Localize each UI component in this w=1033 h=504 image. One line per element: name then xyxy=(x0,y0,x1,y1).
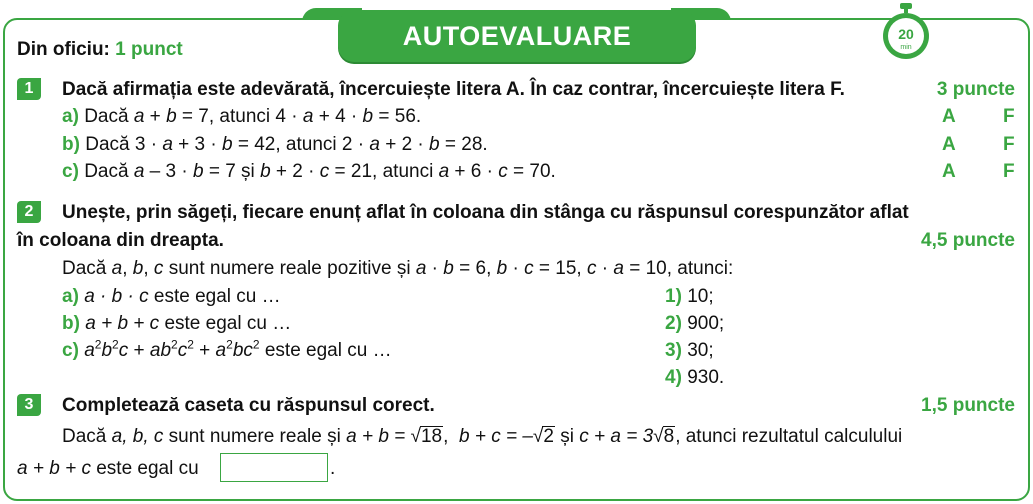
q1-item-b: b) Dacă 3 · a + 3 · b = 42, atunci 2 · a + 2 · b = 28. xyxy=(62,134,488,155)
timer-unit: min xyxy=(900,44,912,51)
q1-item-a: a) Dacă a + b = 7, atunci 4 · a + 4 · b = 56. xyxy=(62,106,422,127)
q1-item-c: c) Dacă a – 3 · b = 7 și b + 2 · c = 21, atunci a + 6 · c = 70. xyxy=(62,161,556,182)
answer-box[interactable] xyxy=(220,453,328,482)
q2-left-c[interactable]: c) $a^2b^2c + ab^2c^2 + a^2bc^2$ este egal cu … xyxy=(62,337,392,361)
question-1-text: Dacă afirmația este adevărată, încercuiește litera A. În caz contrar, încercuiește litera F. xyxy=(62,79,845,100)
q3-line1: Dacă a, b, c sunt numere reale și a + b = √18, b + c = –√2 și c + a = 3√8, atunci rezultatul calculului xyxy=(62,426,903,447)
q3-line2: a + b + c este egal cu xyxy=(17,458,199,479)
din-oficiu-value: 1 punct xyxy=(115,39,183,60)
question-3-text: Completează caseta cu răspunsul corect. xyxy=(62,395,435,416)
q1-a-option-false[interactable]: F xyxy=(1003,106,1015,127)
q2-right-1[interactable]: 1) 10; xyxy=(665,286,714,307)
stopwatch-icon xyxy=(880,2,932,60)
q1-c-option-true[interactable]: A xyxy=(942,161,956,182)
question-3-points: 1,5 puncte xyxy=(921,395,1015,416)
q1-c-option-false[interactable]: F xyxy=(1003,161,1015,182)
q2-right-2[interactable]: 2) 900; xyxy=(665,313,725,334)
q2-right-4[interactable]: 4) 930. xyxy=(665,367,725,388)
question-1-number: 1 xyxy=(17,78,41,100)
timer-value: 20 xyxy=(898,26,914,42)
din-oficiu xyxy=(17,39,183,61)
din-oficiu-label: Din oficiu: xyxy=(17,39,110,60)
q2-left-a[interactable]: a) a · b · c este egal cu … xyxy=(62,286,281,307)
question-3-number: 3 xyxy=(17,394,41,416)
q1-a-option-true[interactable]: A xyxy=(942,106,956,127)
question-2-points: 4,5 puncte xyxy=(921,230,1015,251)
q3-line2-end: . xyxy=(330,458,336,479)
page-title: AUTOEVALUARE xyxy=(338,10,696,62)
q2-left-b[interactable]: b) a + b + c este egal cu … xyxy=(62,313,292,334)
q1-b-option-false[interactable]: F xyxy=(1003,134,1015,155)
question-2-text-line1: Unește, prin săgeți, fiecare enunț aflat în coloana din stânga cu răspunsul corespunzător aflat xyxy=(62,202,909,223)
question-2-text-line2: în coloana din dreapta. xyxy=(17,230,224,251)
q2-right-3[interactable]: 3) 30; xyxy=(665,340,714,361)
q2-premise: Dacă a, b, c sunt numere reale pozitive și a · b = 6, b · c = 15, c · a = 10, atunci: xyxy=(62,258,734,279)
q1-b-option-true[interactable]: A xyxy=(942,134,956,155)
question-1-points: 3 puncte xyxy=(936,79,1015,100)
question-2-number: 2 xyxy=(17,201,41,223)
